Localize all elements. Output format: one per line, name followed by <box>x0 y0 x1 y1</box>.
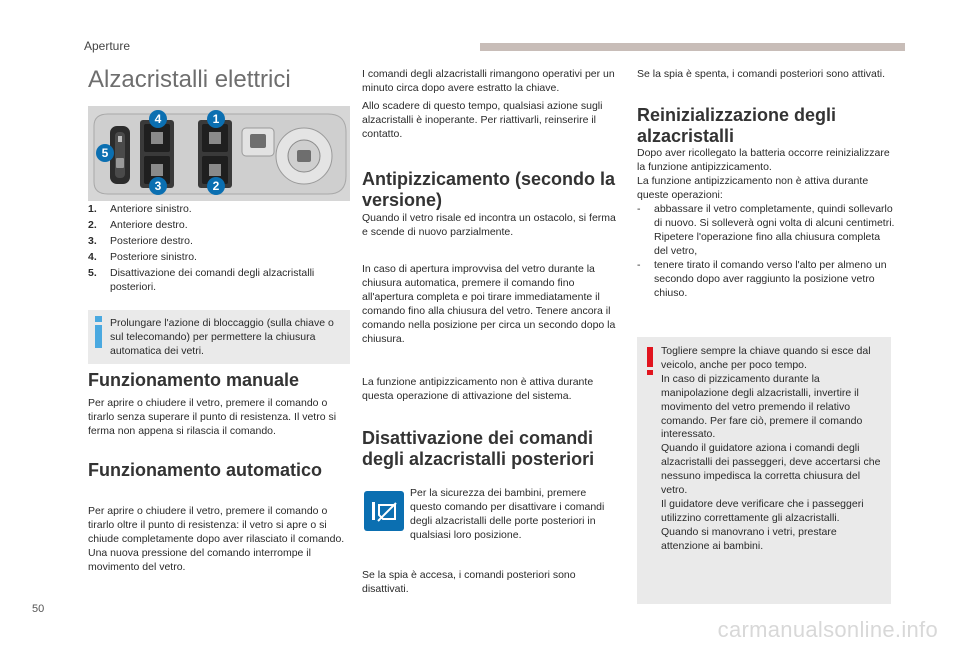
callout-1: 1 <box>212 112 220 126</box>
warning-line: Togliere sempre la chiave quando si esce dal veicolo, anche per poco tempo. <box>661 345 871 371</box>
text-automatic: Per aprire o chiudere il vetro, premere il comando o tirarlo oltre il punto di resistenza: il vetro si apre o si chiude completamente dopo aver rilasciato il comando. Una nuova pressione del comando interrompe il movimento del vetro. <box>88 505 345 573</box>
warning-line: Quando il guidatore aziona i comandi degli alzacristalli dei passeggeri, deve accertarsi che nessuno impedisca la corretta chiusura del vetro. <box>661 442 881 497</box>
text-reinit-1: Dopo aver ricollegato la batteria occorre reinizializzare la funzione antipizzicamento. <box>637 147 890 173</box>
heading-manual: Funzionamento manuale <box>88 370 300 390</box>
text-antipinch-2: In caso di apertura improvvisa del vetro durante la chiusura automatica, premere il comando fino all'apertura completa e poi tirare immediatamente il comando fino alla chiusura del vetro. Tenere ancora il comando nella posizione per circa un secondo dopo la chiusura. <box>362 263 616 345</box>
text-lamp-on: Se la spia è accesa, i comandi posteriori sono disattivati. <box>362 569 576 595</box>
child-lock-switch-icon <box>364 491 404 531</box>
text-manual: Per aprire o chiudere il vetro, premere il comando o tirarlo senza superare il punto di resistenza. Il vetro si ferma non appena si rilascia il comando. <box>88 397 337 437</box>
legend-item: 3. Posteriore destro. <box>88 235 193 247</box>
info-note <box>88 310 350 364</box>
switch-panel-drawing <box>88 106 350 201</box>
warning-line: Il guidatore deve verificare che i passeggeri utilizzino correttamente gli alzacristalli. <box>661 497 864 524</box>
legend-item: 5. Disattivazione dei comandi degli alzacristalli posteriori. <box>88 267 315 293</box>
heading-antipinch: Antipizzicamento (secondo la versione) <box>362 169 616 210</box>
page-number: 50 <box>32 603 45 615</box>
text-lamp-off: Se la spia è spenta, i comandi posteriori sono attivati. <box>637 68 886 80</box>
warning-line: In caso di pizzicamento durante la manipolazione degli alzacristalli, invertire il movimento del vetro premendo il relativo comando. Per fare ciò, premere il comando interessato. <box>661 372 863 441</box>
header-bar <box>480 43 905 51</box>
heading-disable-rear: Disattivazione dei comandi degli alzacristalli posteriori <box>362 428 595 469</box>
heading-reinit: Reinizializzazione degli alzacristalli <box>637 105 837 146</box>
text-disable-rear: Per la sicurezza dei bambini, premere questo comando per disattivare i comandi degli alzacristalli delle porte posteriori in qualsiasi loro posizione. <box>410 487 605 541</box>
window-switch-illustration <box>88 106 350 201</box>
heading-automatic: Funzionamento automatico <box>88 460 322 480</box>
list-item: - tenere tirato il comando verso l'alto per almeno un secondo dopo aver raggiunto la posizione vetro chiuso. <box>637 259 887 299</box>
info-note-text: Prolungare l'azione di bloccaggio (sulla chiave o sul telecomando) per permettere la chiusura automatica dei vetri. <box>110 317 334 357</box>
text-antipinch-3: La funzione antipizzicamento non è attiva durante questa operazione di attivazione del sistema. <box>362 376 594 402</box>
warning-exclamation-icon <box>647 347 653 375</box>
callout-4: 4 <box>154 112 162 126</box>
callout-5: 5 <box>101 146 109 160</box>
info-icon <box>94 316 103 348</box>
text-antipinch-1: Quando il vetro risale ed incontra un ostacolo, si ferma e scende di nuovo parzialmente. <box>362 212 616 238</box>
text-reactivate: Allo scadere di questo tempo, qualsiasi azione sugli alzacristalli è inoperante. Per riattivarli, reinserire il contatto. <box>362 100 603 140</box>
callout-2: 2 <box>212 179 220 193</box>
list-item: - abbassare il vetro completamente, quindi sollevarlo di nuovo. Si solleverà ogni volta di alcuni centimetri. Ripetere l'operazione fino alla chiusura completa del vetro, <box>637 203 895 257</box>
legend-item: 4. Posteriore sinistro. <box>88 251 197 263</box>
callout-3: 3 <box>154 179 162 193</box>
text-reinit-2: La funzione antipizzicamento non è attiva durante queste operazioni: <box>637 175 869 201</box>
text-key-timeout: I comandi degli alzacristalli rimangono operativi per un minuto circa dopo avere estratto la chiave. <box>362 68 615 94</box>
legend-item: 2. Anteriore destro. <box>88 219 188 231</box>
page-title: Alzacristalli elettrici <box>88 66 291 93</box>
section-header: Aperture <box>84 39 131 53</box>
watermark: carmanualsonline.info <box>717 617 938 642</box>
reinit-block <box>637 146 895 300</box>
switch-legend <box>88 201 350 294</box>
warning-note <box>637 337 891 604</box>
warning-line: Quando si manovrano i vetri, prestare attenzione ai bambini. <box>661 525 837 552</box>
legend-item: 1. Anteriore sinistro. <box>88 203 192 215</box>
